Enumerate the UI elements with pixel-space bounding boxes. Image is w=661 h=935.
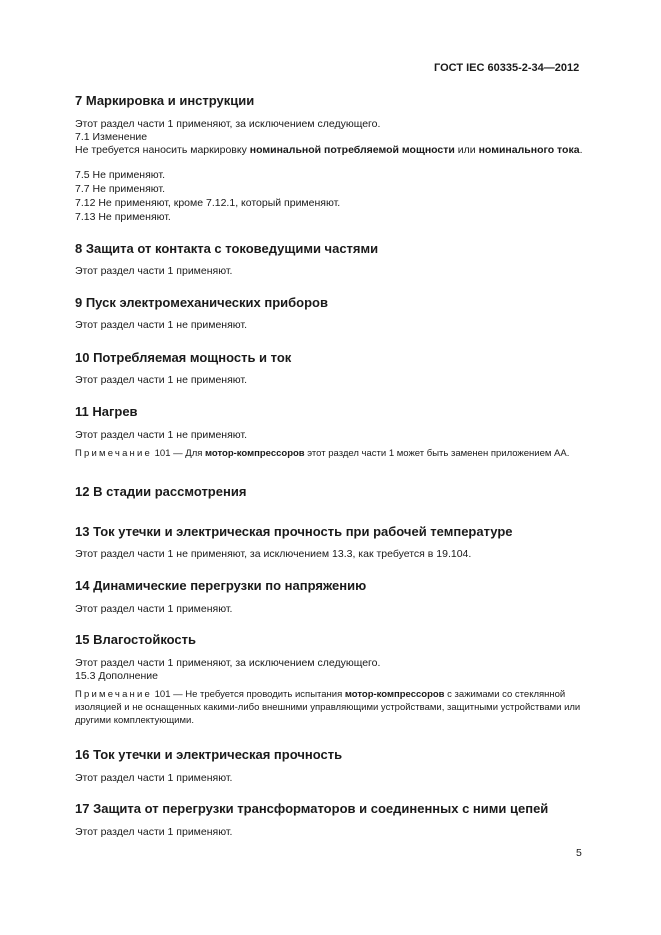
section-13-heading: 13 Ток утечки и электрическая прочность при рабочей температуре <box>75 524 513 539</box>
subsection-7-1-text: Не требуется наносить маркировку номинальной потребляемой мощности или номинального тока. <box>75 144 583 156</box>
section-9-text: Этот раздел части 1 не применяют. <box>75 319 247 331</box>
item-7-7: 7.7 Не применяют. <box>75 183 165 195</box>
item-7-12: 7.12 Не применяют, кроме 7.12.1, который применяют. <box>75 197 341 209</box>
section-17-heading: 17 Защита от перегрузки трансформаторов и соединенных с ними цепей <box>75 801 549 816</box>
section-10-heading: 10 Потребляемая мощность и ток <box>75 350 292 365</box>
section-9-heading: 9 Пуск электромеханических приборов <box>75 295 328 310</box>
section-16-text: Этот раздел части 1 применяют. <box>75 772 233 784</box>
subsection-7-1: 7.1 Изменение <box>75 131 148 143</box>
section-11-note: Примечание 101 — Для мотор-компрессоров этот раздел части 1 может быть заменен приложением АА. <box>75 448 570 459</box>
section-7-intro: Этот раздел части 1 применяют, за исключением следующего. <box>75 118 381 130</box>
section-8-text: Этот раздел части 1 применяют. <box>75 265 233 277</box>
section-15-heading: 15 Влагостойкость <box>75 632 197 647</box>
document-header: ГОСТ IEC 60335-2-34—2012 <box>434 62 580 74</box>
page-number: 5 <box>576 847 582 859</box>
section-15-text: Этот раздел части 1 применяют, за исключением следующего. <box>75 657 381 669</box>
section-11-heading: 11 Нагрев <box>75 404 138 419</box>
section-14-text: Этот раздел части 1 применяют. <box>75 603 233 615</box>
section-17-text: Этот раздел части 1 применяют. <box>75 826 233 838</box>
section-10-text: Этот раздел части 1 не применяют. <box>75 374 247 386</box>
section-11-text: Этот раздел части 1 не применяют. <box>75 429 247 441</box>
item-7-13: 7.13 Не применяют. <box>75 211 171 223</box>
subsection-15-3: 15.3 Дополнение <box>75 670 158 682</box>
section-15-note: Примечание 101 — Не требуется проводить испытания мотор-компрессоров с зажимами со стеклянной изоляцией и не оснащенных какими-либо внешними управляющими устройствами, защитными устройствами или другими комплектующими. <box>75 689 581 726</box>
item-7-5: 7.5 Не применяют. <box>75 169 165 181</box>
section-13-text: Этот раздел части 1 не применяют, за исключением 13.3, как требуется в 19.104. <box>75 548 472 560</box>
section-8-heading: 8 Защита от контакта с токоведущими частями <box>75 241 379 256</box>
section-12-heading: 12 В стадии рассмотрения <box>75 484 247 499</box>
section-16-heading: 16 Ток утечки и электрическая прочность <box>75 747 343 762</box>
section-7-heading: 7 Маркировка и инструкции <box>75 93 255 108</box>
section-14-heading: 14 Динамические перегрузки по напряжению <box>75 578 367 593</box>
